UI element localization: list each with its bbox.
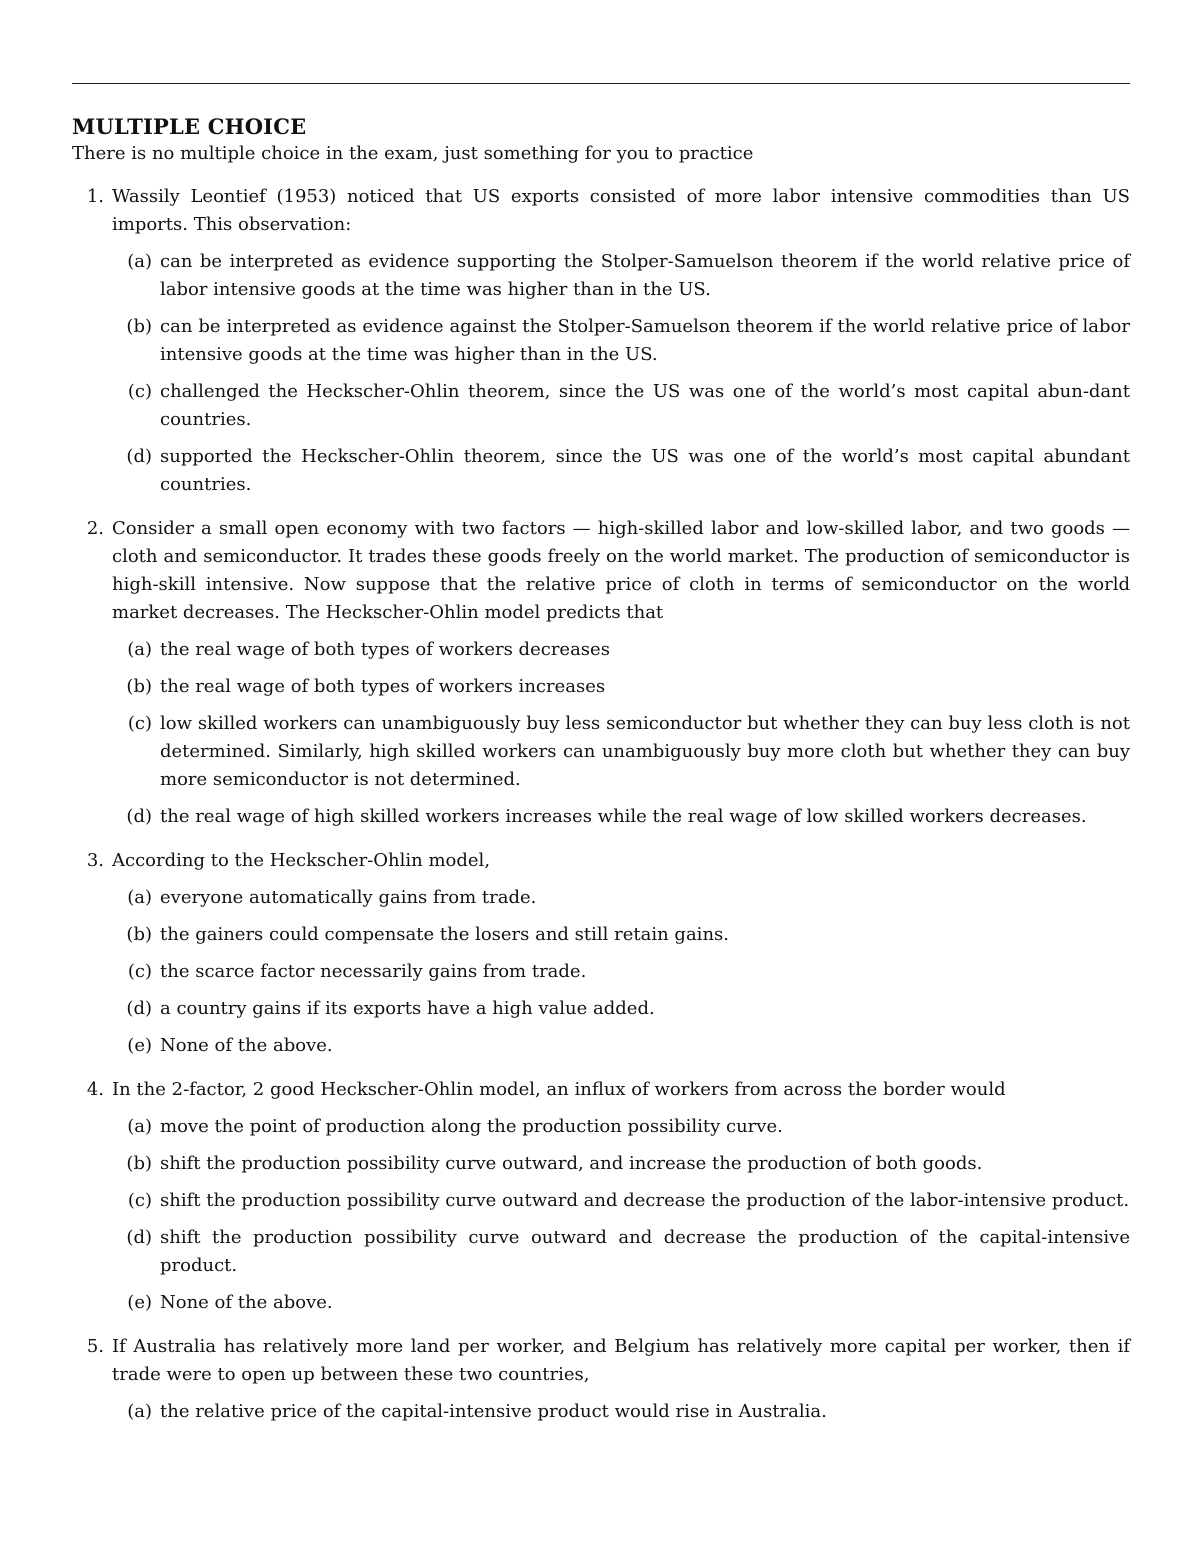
option-label: (d) <box>126 446 152 467</box>
option-text: shift the production possibility curve outward, and increase the production of both goods. <box>160 1153 983 1174</box>
option-item <box>112 313 1130 369</box>
option-item <box>112 636 1130 664</box>
option-item <box>112 803 1130 831</box>
option-item <box>112 1224 1130 1280</box>
option-item <box>112 884 1130 912</box>
option-label: (d) <box>126 806 152 827</box>
option-item <box>112 995 1130 1023</box>
option-label: (d) <box>126 998 152 1019</box>
option-label: (a) <box>127 251 152 272</box>
option-list <box>112 248 1130 499</box>
question-2 <box>72 515 1130 831</box>
option-text: the scarce factor necessarily gains from trade. <box>160 961 587 982</box>
option-item <box>112 248 1130 304</box>
section-subtitle: There is no multiple choice in the exam, just something for you to practice <box>72 143 754 164</box>
option-text: shift the production possibility curve outward and decrease the production of the labor-intensive product. <box>160 1190 1130 1211</box>
option-label: (e) <box>127 1035 152 1056</box>
option-label: (b) <box>126 1153 152 1174</box>
question-list <box>72 183 1130 1426</box>
question-number: 5. <box>86 1336 104 1357</box>
option-label: (c) <box>127 713 152 734</box>
option-item <box>112 443 1130 499</box>
section-title: MULTIPLE CHOICE <box>72 114 307 139</box>
option-list <box>112 1113 1130 1317</box>
option-item <box>112 710 1130 794</box>
option-text: shift the production possibility curve outward and decrease the production of the capital-intensive product. <box>160 1227 1130 1276</box>
option-list <box>112 636 1130 831</box>
option-label: (a) <box>127 887 152 908</box>
option-text: supported the Heckscher-Ohlin theorem, since the US was one of the world’s most capital abundant countries. <box>160 446 1130 495</box>
option-text: challenged the Heckscher-Ohlin theorem, since the US was one of the world’s most capital abun-dant countries. <box>160 381 1130 430</box>
option-item <box>112 958 1130 986</box>
option-text: can be interpreted as evidence against the Stolper-Samuelson theorem if the world relative price of labor intensive goods at the time was higher than in the US. <box>160 316 1130 365</box>
question-3 <box>72 847 1130 1060</box>
question-4 <box>72 1076 1130 1317</box>
option-label: (c) <box>127 961 152 982</box>
option-item <box>112 1032 1130 1060</box>
option-item <box>112 1187 1130 1215</box>
option-text: None of the above. <box>160 1292 333 1313</box>
option-label: (b) <box>126 676 152 697</box>
option-item <box>112 1113 1130 1141</box>
option-label: (b) <box>126 316 152 337</box>
question-number: 4. <box>86 1079 104 1100</box>
option-text: everyone automatically gains from trade. <box>160 887 537 908</box>
option-text: None of the above. <box>160 1035 333 1056</box>
question-number: 1. <box>86 186 104 207</box>
option-label: (e) <box>127 1292 152 1313</box>
option-label: (c) <box>127 1190 152 1211</box>
option-item <box>112 1289 1130 1317</box>
option-text: the real wage of both types of workers increases <box>160 676 606 697</box>
question-text: According to the Heckscher-Ohlin model, <box>112 850 491 871</box>
option-item <box>112 1398 1130 1426</box>
option-label: (a) <box>127 1116 152 1137</box>
option-text: the gainers could compensate the losers and still retain gains. <box>160 924 729 945</box>
option-text: can be interpreted as evidence supporting the Stolper-Samuelson theorem if the world relative price of labor intensive goods at the time was higher than in the US. <box>160 251 1130 300</box>
option-item <box>112 673 1130 701</box>
option-list <box>112 1398 1130 1426</box>
option-list <box>112 884 1130 1060</box>
option-text: a country gains if its exports have a high value added. <box>160 998 655 1019</box>
option-item <box>112 921 1130 949</box>
option-text: the relative price of the capital-intensive product would rise in Australia. <box>160 1401 827 1422</box>
option-text: the real wage of high skilled workers increases while the real wage of low skilled workers decreases. <box>160 806 1087 827</box>
question-text: Consider a small open economy with two factors — high-skilled labor and low-skilled labor, and two goods — cloth and semiconductor. It trades these goods freely on the world market. The production of semiconductor is high-skill intensive. Now suppose that the relative price of cloth in terms of semiconductor on the world market decreases. The Heckscher-Ohlin model predicts that <box>112 518 1130 623</box>
question-number: 2. <box>86 518 104 539</box>
option-text: move the point of production along the production possibility curve. <box>160 1116 783 1137</box>
question-text: In the 2-factor, 2 good Heckscher-Ohlin model, an influx of workers from across the border would <box>112 1079 1006 1100</box>
option-item <box>112 378 1130 434</box>
option-label: (c) <box>127 381 152 402</box>
option-text: the real wage of both types of workers decreases <box>160 639 610 660</box>
option-label: (b) <box>126 924 152 945</box>
question-number: 3. <box>86 850 104 871</box>
question-text: If Australia has relatively more land per worker, and Belgium has relatively more capital per worker, then if trade were to open up between these two countries, <box>112 1336 1130 1385</box>
question-1 <box>72 183 1130 499</box>
question-5 <box>72 1333 1130 1426</box>
question-text: Wassily Leontief (1953) noticed that US exports consisted of more labor intensive commodities than US imports. This observation: <box>112 186 1130 235</box>
option-text: low skilled workers can unambiguously buy less semiconductor but whether they can buy less cloth is not determined. Similarly, high skilled workers can unambiguously buy more cloth but whether they can buy more semiconductor is not determined. <box>160 713 1130 790</box>
top-rule <box>72 83 1130 84</box>
option-label: (a) <box>127 639 152 660</box>
document-page <box>72 83 1130 1442</box>
option-label: (d) <box>126 1227 152 1248</box>
option-label: (a) <box>127 1401 152 1422</box>
option-item <box>112 1150 1130 1178</box>
